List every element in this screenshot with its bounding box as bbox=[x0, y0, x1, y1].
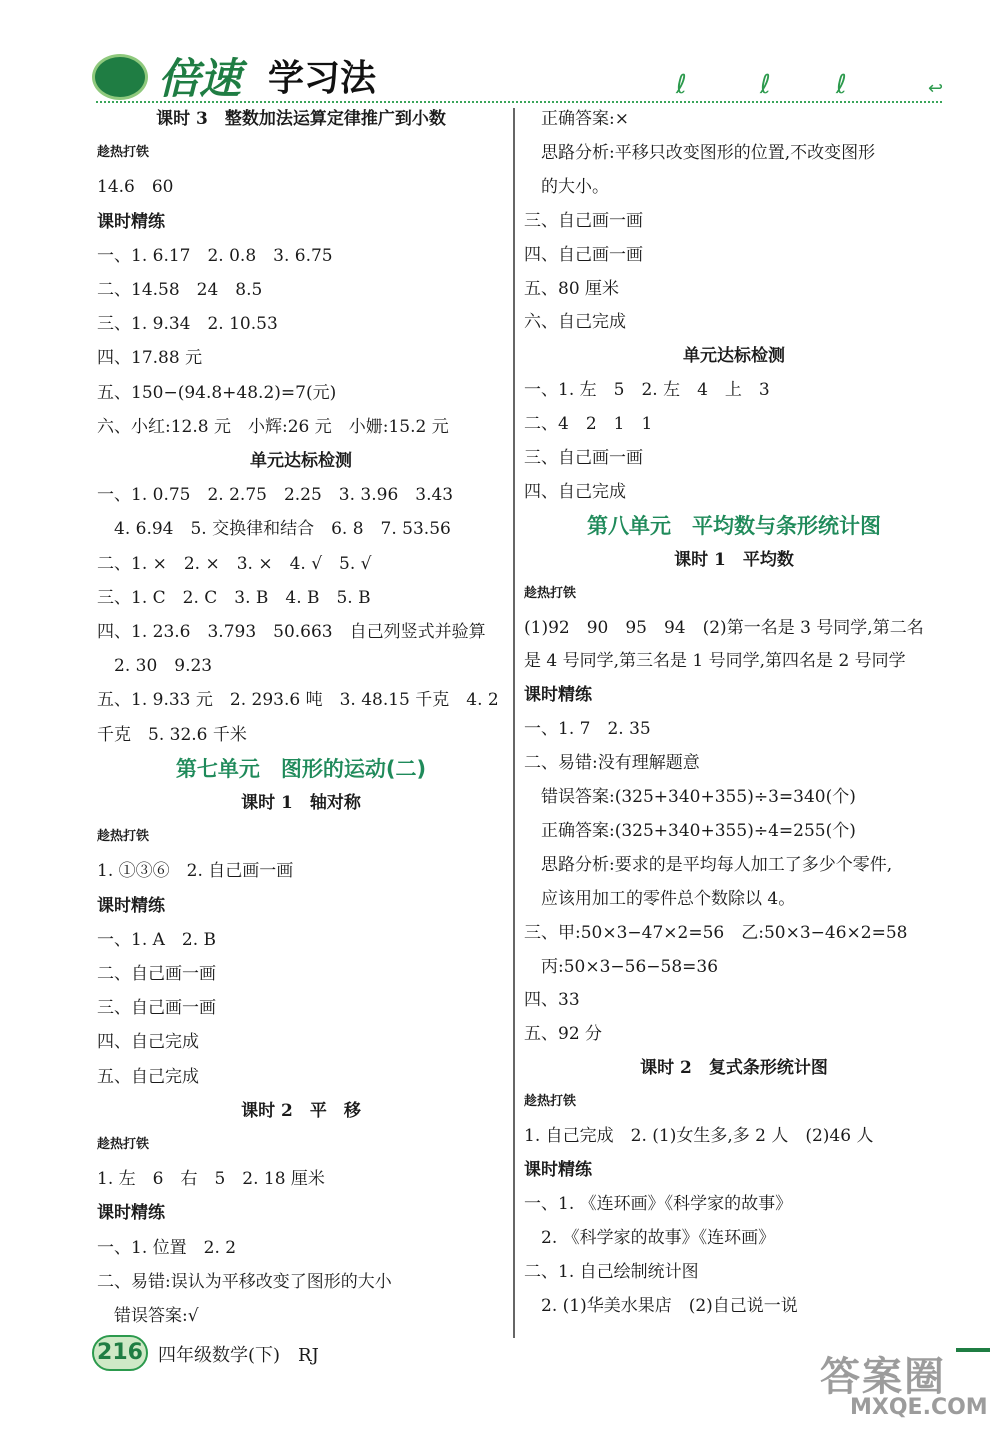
right-line: 一、1. 《连环画》《科学家的故事》 bbox=[524, 1193, 793, 1214]
right-line: 思路分析:要求的是平均每人加工了多少个零件, bbox=[524, 854, 893, 875]
left-line: 1. ①③⑥ 2. 自己画一画 bbox=[97, 861, 294, 882]
watermark-brand: 答案圈 bbox=[820, 1354, 946, 1400]
left-line: 14.6 60 bbox=[97, 177, 174, 198]
right-line: 四、自己完成 bbox=[524, 481, 626, 502]
right-line: (1)92 90 95 94 (2)第一名是 3 号同学,第二名 bbox=[524, 617, 924, 638]
right-line: 1. 自己完成 2. (1)女生多,多 2 人 (2)46 人 bbox=[524, 1126, 874, 1146]
right-line: 一、1. 7 2. 35 bbox=[524, 719, 651, 740]
right-line: 单元达标检测 bbox=[683, 346, 785, 367]
site-watermark bbox=[820, 1345, 988, 1420]
left-line: 课时精练 bbox=[97, 211, 165, 232]
right-line: 三、自己画一画 bbox=[524, 448, 643, 468]
right-line: 丙:50×3−56−58=36 bbox=[524, 956, 719, 977]
left-line: 一、1. A 2. B bbox=[97, 929, 217, 950]
right-line: 课时 1 平均数 bbox=[674, 549, 794, 570]
right-line: 趁热打铁 bbox=[524, 1094, 577, 1110]
right-line: 错误答案:(325+340+355)÷3=340(个) bbox=[524, 787, 856, 807]
left-line: 课时精练 bbox=[97, 895, 165, 916]
left-line: 五、自己完成 bbox=[97, 1066, 199, 1087]
header-divider bbox=[96, 101, 942, 103]
right-line: 课时 2 复式条形统计图 bbox=[640, 1058, 828, 1079]
right-line: 第八单元 平均数与条形统计图 bbox=[587, 513, 881, 538]
left-line: 五、1. 9.33 元 2. 293.6 吨 3. 48.15 千克 4. 2 bbox=[97, 690, 499, 711]
left-line: 一、1. 6.17 2. 0.8 3. 6.75 bbox=[97, 245, 333, 266]
left-line: 一、1. 0.75 2. 2.75 2.25 3. 3.96 3.43 bbox=[97, 485, 454, 506]
left-line: 趁热打铁 bbox=[97, 145, 150, 161]
left-line: 4. 6.94 5. 交换律和结合 6. 8 7. 53.56 bbox=[97, 519, 451, 540]
left-line: 课时 3 整数加法运算定律推广到小数 bbox=[156, 109, 446, 129]
left-line: 二、1. × 2. × 3. × 4. √ 5. √ bbox=[97, 553, 372, 574]
left-line: 错误答案:√ bbox=[97, 1306, 199, 1326]
left-line: 千克 5. 32.6 千米 bbox=[97, 724, 247, 745]
right-line: 二、1. 自己绘制统计图 bbox=[524, 1261, 699, 1282]
left-line: 四、自己完成 bbox=[97, 1032, 199, 1053]
watermark-url: MXQE.COM bbox=[850, 1395, 988, 1420]
right-line: 课时精练 bbox=[524, 1159, 592, 1180]
arrow-icon: ↩ bbox=[928, 78, 944, 99]
left-line: 1. 左 6 右 5 2. 18 厘米 bbox=[97, 1169, 325, 1190]
page-number: 216 bbox=[92, 1335, 148, 1371]
right-line: 应该用加工的零件总个数除以 4。 bbox=[524, 888, 796, 909]
swirl-icon: ℓ bbox=[760, 70, 771, 100]
left-line: 三、1. C 2. C 3. B 4. B 5. B bbox=[97, 587, 371, 608]
page-header bbox=[0, 0, 1000, 110]
brand-subtitle: 学习法 bbox=[268, 58, 377, 99]
book-info: 四年级数学(下) RJ bbox=[158, 1345, 319, 1366]
left-line: 2. 30 9.23 bbox=[97, 656, 213, 677]
right-line: 二、易错:没有理解题意 bbox=[524, 753, 700, 774]
column-divider bbox=[513, 108, 515, 1338]
right-line: 2. 《科学家的故事》《连环画》 bbox=[524, 1227, 776, 1248]
left-line: 四、17.88 元 bbox=[97, 348, 203, 369]
left-line: 趁热打铁 bbox=[97, 1137, 150, 1152]
right-line: 课时精练 bbox=[524, 685, 592, 706]
right-line: 一、1. 左 5 2. 左 4 上 3 bbox=[524, 380, 770, 401]
right-line: 三、甲:50×3−47×2=56 乙:50×3−46×2=58 bbox=[524, 922, 908, 943]
left-line: 四、1. 23.6 3.793 50.663 自己列竖式并验算 bbox=[97, 622, 486, 642]
left-line: 课时精练 bbox=[97, 1203, 165, 1224]
left-line: 五、150−(94.8+48.2)=7(元) bbox=[97, 382, 337, 403]
right-line: 二、4 2 1 1 bbox=[524, 414, 653, 435]
left-line: 单元达标检测 bbox=[250, 451, 352, 471]
left-line: 二、自己画一画 bbox=[97, 964, 216, 984]
right-line: 四、自己画一画 bbox=[524, 244, 643, 265]
right-line: 2. (1)华美水果店 (2)自己说一说 bbox=[524, 1295, 798, 1316]
left-line: 第七单元 图形的运动(二) bbox=[175, 756, 427, 781]
left-line: 三、1. 9.34 2. 10.53 bbox=[97, 314, 278, 335]
left-line: 趁热打铁 bbox=[97, 829, 150, 845]
corner-mark bbox=[956, 1348, 990, 1352]
right-line: 四、33 bbox=[524, 990, 580, 1011]
left-line: 课时 2 平 移 bbox=[241, 1100, 361, 1121]
brand-title: 倍速 bbox=[158, 54, 241, 103]
right-line: 正确答案:× bbox=[524, 109, 629, 129]
book-icon bbox=[92, 54, 148, 100]
left-line: 一、1. 位置 2. 2 bbox=[97, 1237, 237, 1258]
right-line: 趁热打铁 bbox=[524, 585, 577, 601]
right-line: 五、80 厘米 bbox=[524, 278, 620, 299]
left-line: 二、易错:误认为平移改变了图形的大小 bbox=[97, 1271, 392, 1292]
right-line: 思路分析:平移只改变图形的位置,不改变图形 bbox=[524, 142, 876, 163]
right-line: 的大小。 bbox=[524, 176, 609, 197]
left-line: 三、自己画一画 bbox=[97, 998, 216, 1019]
left-line: 二、14.58 24 8.5 bbox=[97, 280, 263, 300]
left-line: 六、小红:12.8 元 小辉:26 元 小姗:15.2 元 bbox=[97, 416, 449, 437]
right-line: 是 4 号同学,第三名是 1 号同学,第四名是 2 号同学 bbox=[524, 651, 906, 672]
right-line: 正确答案:(325+340+355)÷4=255(个) bbox=[524, 820, 856, 841]
swirl-icon: ℓ bbox=[676, 70, 687, 100]
left-line: 课时 1 轴对称 bbox=[241, 793, 361, 813]
right-line: 三、自己画一画 bbox=[524, 210, 643, 231]
right-line: 六、自己完成 bbox=[524, 312, 626, 333]
swirl-icon: ℓ bbox=[836, 70, 847, 100]
right-line: 五、92 分 bbox=[524, 1024, 603, 1045]
